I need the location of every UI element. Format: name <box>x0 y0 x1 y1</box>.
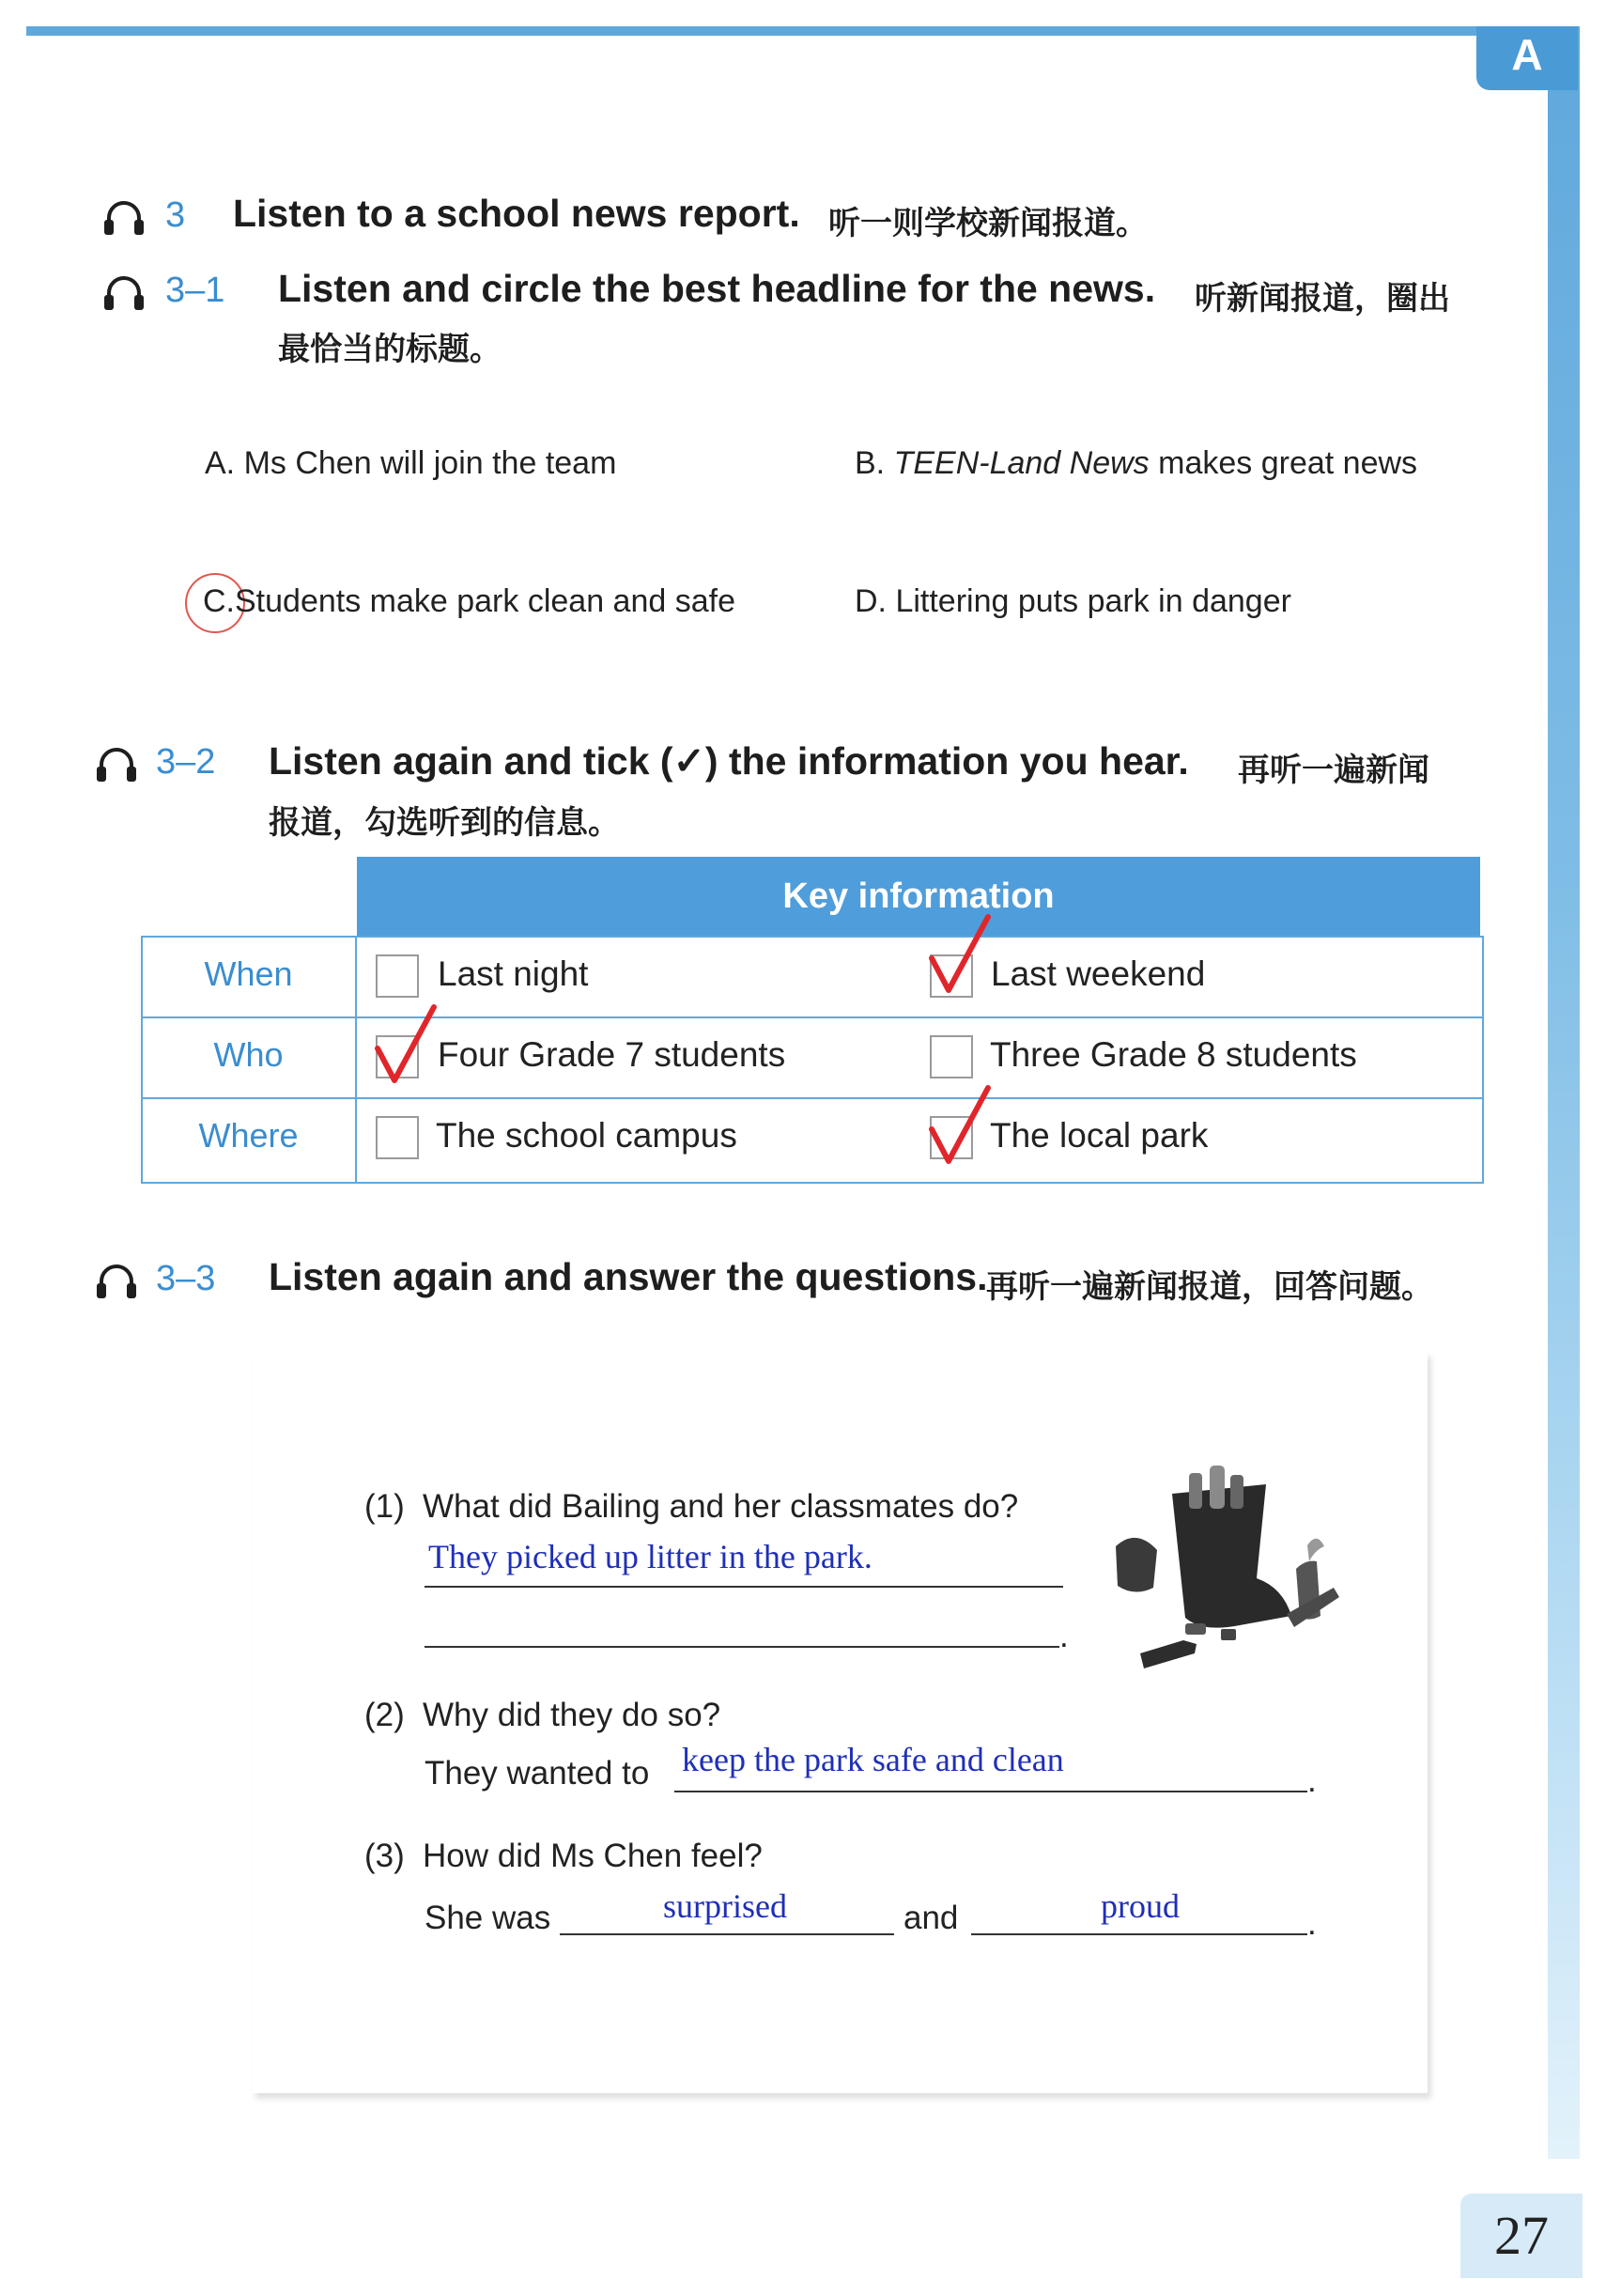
handwritten-answer: proud <box>1101 1887 1180 1925</box>
exercise-title-cn: 再听一遍新闻报道，回答问题。 <box>986 1268 1433 1306</box>
table-cell: Last night <box>438 954 589 993</box>
answer-prefix: She was <box>425 1900 551 1936</box>
question-text: What did Bailing and her classmates do? <box>423 1488 1019 1525</box>
tick-mark-icon <box>928 911 994 996</box>
exercise-title: Listen again and tick (✓) the information you hear. <box>269 739 1189 783</box>
table-divider <box>141 1016 1482 1018</box>
question-text: Why did they do so? <box>423 1697 721 1733</box>
litter-bag-illustration <box>1099 1456 1362 1682</box>
headphone-icon <box>101 272 147 312</box>
table-divider <box>355 936 357 1182</box>
top-bar <box>26 26 1578 36</box>
corner-tab: A <box>1476 26 1578 90</box>
option-a: A. Ms Chen will join the team <box>205 445 617 481</box>
answer-line[interactable] <box>971 1933 1307 1935</box>
question-text: How did Ms Chen feel? <box>423 1838 763 1874</box>
row-label-who: Who <box>213 1035 284 1074</box>
checkbox[interactable] <box>930 1035 973 1078</box>
exercise-title-cn: 听新闻报道，圈出 <box>1195 280 1450 318</box>
headphone-icon <box>101 197 147 237</box>
exercise-title-cn: 再听一遍新闻 <box>1238 752 1429 789</box>
table-header: Key information <box>357 857 1480 936</box>
tick-mark-icon <box>374 1001 440 1086</box>
checkbox[interactable] <box>376 1116 419 1159</box>
option-c: C.Students make park clean and safe <box>203 583 735 619</box>
exercise-number: 3–2 <box>156 742 216 782</box>
exercise-title: Listen and circle the best headline for the news. <box>278 267 1156 310</box>
answer-line[interactable] <box>674 1791 1307 1792</box>
side-strip <box>1548 26 1580 2159</box>
handwritten-answer: keep the park safe and clean <box>682 1741 1064 1778</box>
table-cell: Four Grade 7 students <box>438 1035 786 1074</box>
headphone-icon <box>94 744 139 783</box>
answer-line[interactable] <box>560 1933 894 1935</box>
handwritten-answer: They picked up litter in the park. <box>428 1538 872 1575</box>
period: . <box>1059 1618 1069 1654</box>
section-number: 3 <box>165 195 186 235</box>
period: . <box>1307 1762 1317 1799</box>
exercise-number: 3–1 <box>165 271 225 310</box>
exercise-title-cn-2: 最恰当的标题。 <box>278 331 502 368</box>
section-title-cn: 听一则学校新闻报道。 <box>828 205 1148 242</box>
answer-prefix: They wanted to <box>425 1755 650 1792</box>
question-number: (1) <box>364 1488 405 1525</box>
table-cell: Three Grade 8 students <box>990 1035 1357 1074</box>
table-divider <box>141 1097 1482 1099</box>
question-number: (3) <box>364 1838 405 1874</box>
section-title: Listen to a school news report. <box>233 192 800 235</box>
checkbox[interactable] <box>376 954 419 998</box>
answer-line[interactable] <box>425 1586 1063 1588</box>
headphone-icon <box>94 1261 139 1300</box>
tick-mark-icon <box>928 1082 994 1167</box>
row-label-when: When <box>204 954 293 993</box>
table-cell: Last weekend <box>991 954 1206 993</box>
table-cell: The school campus <box>436 1116 737 1155</box>
option-d: D. Littering puts park in danger <box>855 583 1291 619</box>
exercise-number: 3–3 <box>156 1259 216 1298</box>
question-number: (2) <box>364 1697 405 1733</box>
exercise-title: Listen again and answer the questions. <box>269 1255 988 1298</box>
page-number: 27 <box>1494 2205 1549 2266</box>
table-cell: The local park <box>990 1116 1209 1155</box>
period: . <box>1307 1905 1317 1942</box>
option-b: B. TEEN-Land News makes great news <box>855 445 1418 481</box>
answer-line[interactable] <box>425 1646 1059 1648</box>
row-label-where: Where <box>198 1116 299 1155</box>
answer-joiner: and <box>903 1900 959 1936</box>
exercise-title-cn-2: 报道，勾选听到的信息。 <box>269 804 620 842</box>
handwritten-answer: surprised <box>663 1887 787 1925</box>
